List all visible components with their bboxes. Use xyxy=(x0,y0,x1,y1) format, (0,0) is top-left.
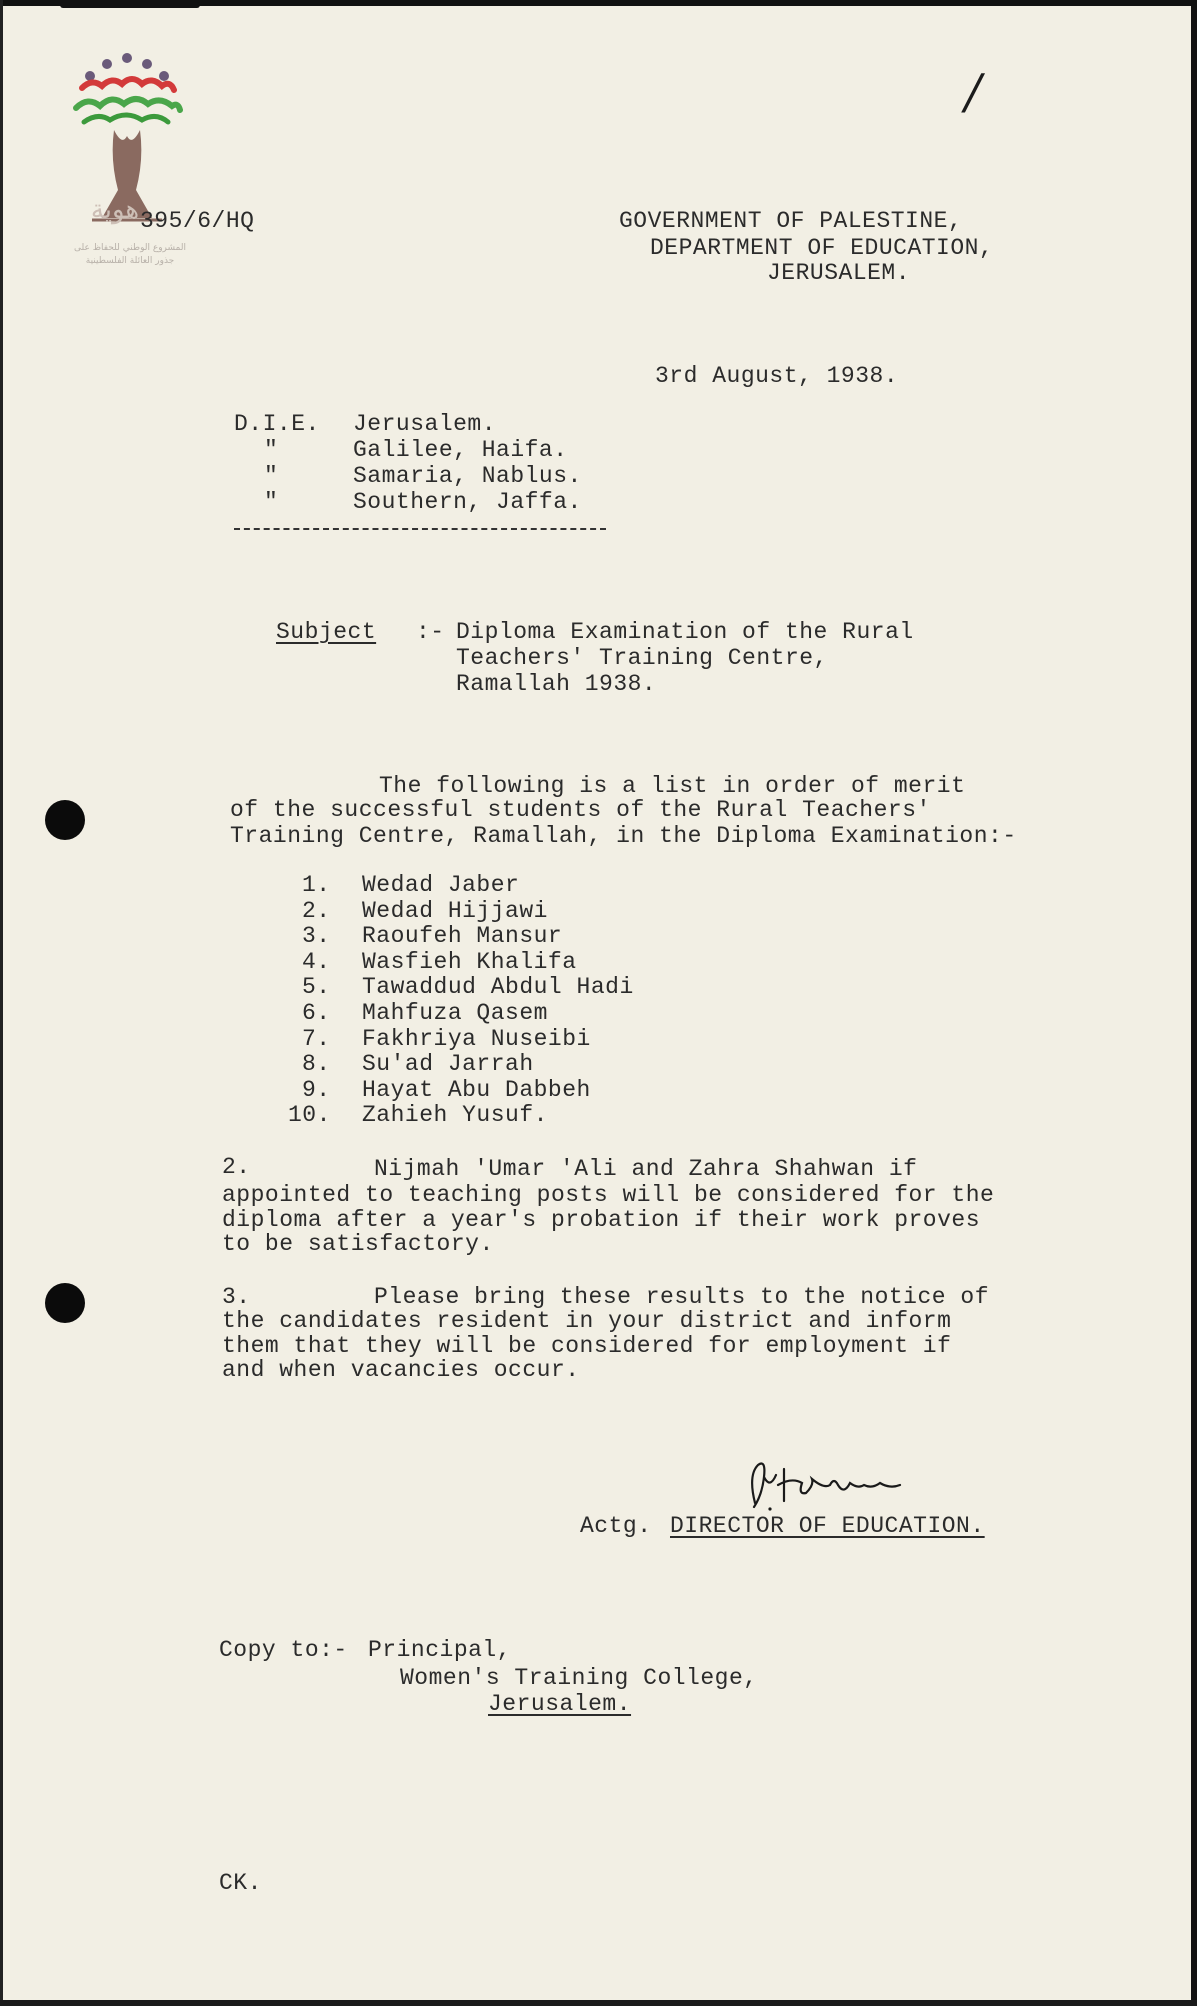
para3-line: the candidates resident in your district and inform xyxy=(222,1308,952,1334)
para2-line: diploma after a year's probation if their work proves xyxy=(222,1207,981,1233)
para2-number: 2. xyxy=(222,1154,251,1180)
scan-edge-right xyxy=(1191,0,1197,2006)
student-name: Wasfieh Khalifa xyxy=(362,949,577,975)
watermark-line-2: جذور العائلة الفلسطينية xyxy=(85,256,175,266)
reference-number: 395/6/HQ xyxy=(140,208,255,234)
addressee-prefix: D.I.E. xyxy=(234,411,320,437)
student-number: 6. xyxy=(302,1000,331,1026)
student-number: 10. xyxy=(288,1102,331,1128)
watermark-word: هوية xyxy=(90,195,140,225)
scan-edge-left xyxy=(0,0,3,2006)
subject-line: Diploma Examination of the Rural xyxy=(456,619,914,645)
intro-line: of the successful students of the Rural Teachers' xyxy=(230,797,931,823)
student-number: 5. xyxy=(302,974,331,1000)
para3-line: Please bring these results to the notice of xyxy=(374,1284,989,1310)
student-number: 9. xyxy=(302,1077,331,1103)
signature-title: DIRECTOR OF EDUCATION. xyxy=(670,1513,985,1539)
student-name: Fakhriya Nuseibi xyxy=(362,1026,591,1052)
subject-separator: :- xyxy=(416,619,445,645)
student-name: Wedad Jaber xyxy=(362,872,520,898)
handwritten-signature xyxy=(740,1455,910,1515)
para2-line: appointed to teaching posts will be considered for the xyxy=(222,1182,995,1208)
student-name: Tawaddud Abdul Hadi xyxy=(362,974,634,1000)
page-number: / xyxy=(965,64,982,120)
student-number: 4. xyxy=(302,949,331,975)
student-number: 7. xyxy=(302,1026,331,1052)
addressee-place: Samaria, Nablus. xyxy=(353,463,582,489)
subject-line: Teachers' Training Centre, xyxy=(456,645,828,671)
addressee-divider xyxy=(234,528,606,530)
student-name: Hayat Abu Dabbeh xyxy=(362,1077,591,1103)
addressee-prefix: " xyxy=(264,489,279,515)
addressee-place: Jerusalem. xyxy=(353,411,497,437)
intro-line: The following is a list in order of merit xyxy=(379,773,966,799)
letterhead-department: DEPARTMENT OF EDUCATION, xyxy=(650,235,994,261)
student-name: Zahieh Yusuf. xyxy=(362,1102,548,1128)
student-name: Wedad Hijjawi xyxy=(362,898,548,924)
intro-line: Training Centre, Ramallah, in the Diploma Examination:- xyxy=(230,823,1017,849)
signature-prefix: Actg. xyxy=(580,1513,652,1539)
student-number: 2. xyxy=(302,898,331,924)
student-name: Mahfuza Qasem xyxy=(362,1000,548,1026)
typist-initials: CK. xyxy=(219,1870,262,1896)
watermark-line-1: المشروع الوطني للحفاظ على xyxy=(73,243,186,253)
letter-date: 3rd August, 1938. xyxy=(655,363,899,389)
copy-to-line: Jerusalem. xyxy=(488,1691,632,1717)
para2-line: Nijmah 'Umar 'Ali and Zahra Shahwan if xyxy=(374,1156,918,1182)
addressee-place: Galilee, Haifa. xyxy=(353,437,568,463)
student-number: 1. xyxy=(302,872,331,898)
punch-hole xyxy=(45,800,85,840)
copy-to-line: Principal, xyxy=(368,1637,512,1663)
para3-line: them that they will be considered for employment if xyxy=(222,1333,952,1359)
student-name: Raoufeh Mansur xyxy=(362,923,563,949)
para2-line: to be satisfactory. xyxy=(222,1231,494,1257)
addressee-place: Southern, Jaffa. xyxy=(353,489,582,515)
para3-line: and when vacancies occur. xyxy=(222,1357,580,1383)
addressee-prefix: " xyxy=(264,463,279,489)
subject-label: Subject xyxy=(276,619,377,645)
scan-edge-bottom xyxy=(0,2000,1197,2006)
punch-hole xyxy=(45,1283,85,1323)
student-number: 3. xyxy=(302,923,331,949)
copy-to-label: Copy to:- xyxy=(219,1637,348,1663)
subject-line: Ramallah 1938. xyxy=(456,671,657,697)
scan-edge-top xyxy=(0,0,1197,6)
addressee-prefix: " xyxy=(264,437,279,463)
letterhead-city: JERUSALEM. xyxy=(767,260,911,286)
para3-number: 3. xyxy=(222,1284,251,1310)
student-name: Su'ad Jarrah xyxy=(362,1051,534,1077)
letterhead-government: GOVERNMENT OF PALESTINE, xyxy=(619,208,963,234)
copy-to-line: Women's Training College, xyxy=(400,1665,758,1691)
student-number: 8. xyxy=(302,1051,331,1077)
